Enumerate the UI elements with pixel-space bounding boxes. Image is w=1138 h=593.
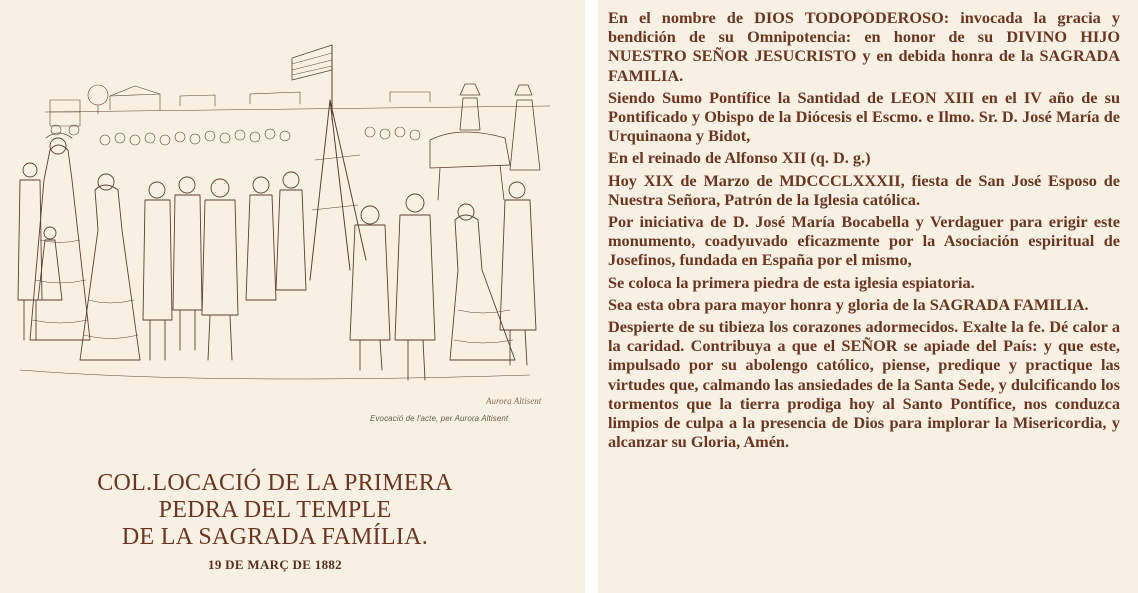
title-line-1: COL.LOCACIÓ DE LA PRIMERA (97, 470, 453, 496)
inscription-paragraph: Despierte de su tibieza los corazones adormecidos. Exalte la fe. Dé calor a la caridad. Contribuya a que el SEÑOR se apiade del País: y que este, impulsado por su abolengo católico, piense, predique y practique las virtudes que, calmando las ansiedades de la Santa Sede, y dulcificando los tormentos que la tierra prodiga hoy al Santo Pontífice, nos conduzca limpios de culpa a la presencia de Dios para implorar la Misericordia, y alcanzar su Gloria, Amén. (608, 317, 1120, 452)
inscription-text (608, 8, 1120, 451)
ceremony-date: 19 DE MARÇ DE 1882 (208, 557, 342, 572)
inscription-paragraph: Se coloca la primera piedra de esta iglesia espiatoria. (608, 272, 975, 292)
inscription-paragraph: Siendo Sumo Pontífice la Santidad de LEON XIII en el IV año de su Pontificado y Obispo de la Diócesis el Escmo. e Ilmo. Sr. D. José María de Urquinaona y Bidot, (608, 87, 1120, 146)
right-page (598, 0, 1138, 593)
inscription-paragraph: Por iniciativa de D. José María Bocabella y Verdaguer para erigir este monumento, coadyuvado eficazmente por la Asociación espiritual de Josefinos, fundada en España por el mismo, (608, 212, 1120, 270)
ceremony-illustration (10, 40, 550, 406)
title-line-2: PEDRA DEL TEMPLE (158, 497, 392, 523)
illustration-caption: Evocació de l'acte, per Aurora Altisent (370, 414, 509, 423)
title-line-3: DE LA SAGRADA FAMÍLIA. (121, 524, 429, 550)
inscription-paragraph: Sea esta obra para mayor honra y gloria de la SAGRADA FAMILIA. (608, 294, 1089, 314)
inscription-paragraph: En el nombre de DIOS TODOPODEROSO: invocada la gracia y bendición de su Omnipotencia: en honor de su DIVINO HIJO NUESTRO SEÑOR JESUCRISTO y en debida honra de la SAGRADA FAMILIA. (608, 8, 1120, 85)
ceremony-crowd-illustration-icon (10, 40, 550, 385)
artist-signature: Aurora Altisent (486, 396, 542, 406)
inscription-paragraph: Hoy XIX de Marzo de MDCCCLXXXII, fiesta de San José Esposo de Nuestra Señora, Patrón de la Iglesia católica. (608, 170, 1120, 209)
inscription-paragraph: En el reinado de Alfonso XII (q. D. g.) (608, 148, 871, 168)
title-block (40, 470, 510, 573)
